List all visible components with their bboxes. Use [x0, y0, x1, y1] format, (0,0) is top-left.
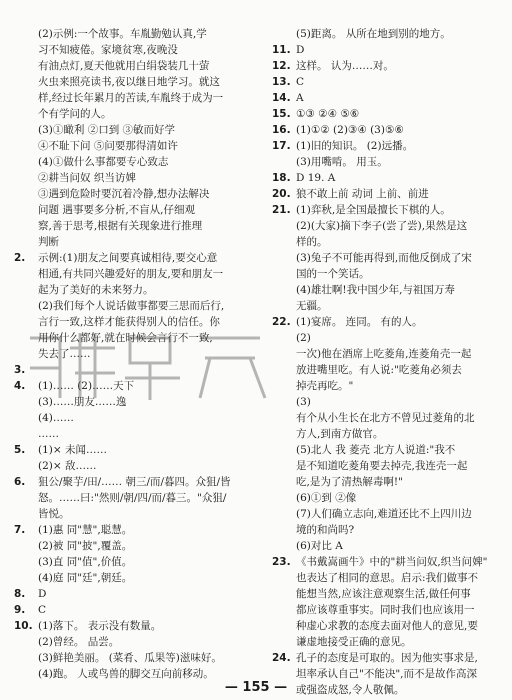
answer-line [14, 490, 252, 506]
answer-text: 用你什么都好,就在时候会言行不一致, [38, 332, 213, 344]
answer-line [272, 314, 504, 330]
question-number: 7. [14, 524, 26, 536]
answer-text: 一次)他在酒席上吃菱角,连菱角壳一起 [296, 348, 472, 360]
answer-text: 这样。 认为……对。 [296, 60, 394, 72]
answer-line [14, 522, 252, 538]
answer-text: 谦虚地接受正确的意见。 [296, 636, 412, 648]
question-number: 23. [272, 556, 291, 568]
answer-line [272, 58, 504, 74]
page-number: — 155 — [224, 680, 288, 695]
answer-line [272, 522, 504, 538]
answer-line [272, 218, 504, 234]
answer-text: (1)惠 同"慧",聪慧。 [38, 524, 133, 536]
answer-line [14, 458, 252, 474]
answer-text: 怒。……曰:"然则/朝/四/而/暮三。"众狙/ [38, 492, 227, 504]
answer-text: ③遇到危险时要沉着冷静,想办法解决 [38, 188, 210, 200]
answer-line [14, 394, 252, 410]
question-number: 10. [14, 620, 33, 632]
question-number: 18. [272, 172, 291, 184]
answer-text: (2)曾经。 品尝。 [38, 636, 120, 648]
answer-text: ②耕当问奴 织当访婢 [38, 172, 136, 184]
answer-text: 是不知道吃菱角要去掉壳,我连壳一起 [296, 460, 468, 472]
answer-text: (4)①做什么事都要专心致志 [38, 156, 169, 168]
answer-line [14, 218, 252, 234]
answer-text: 个有学问的人。 [38, 108, 112, 120]
answer-text: 或强盗成怒,令人敬佩。 [296, 684, 405, 696]
answer-line [14, 90, 252, 106]
question-number: 6. [14, 476, 26, 488]
answer-text: 能想当然,应该注意观察生活,做任何事 [296, 588, 471, 600]
answer-text: (4)庭 同"廷",朝廷。 [38, 572, 133, 584]
answer-text: D [296, 44, 305, 56]
left-answer-column [14, 26, 252, 682]
answer-text: (1)①② (2)③④ (3)⑤⑥ [296, 124, 404, 136]
answer-line [272, 586, 504, 602]
answer-line [272, 170, 504, 186]
answer-text: 察,善于思考,根据有关现象进行推理 [38, 220, 203, 232]
question-number: 8. [14, 588, 26, 600]
answer-line [272, 650, 504, 666]
answer-line [14, 74, 252, 90]
answer-line [14, 602, 252, 618]
answer-line [272, 186, 504, 202]
answer-text: (2) [296, 332, 311, 344]
answer-line [272, 330, 504, 346]
answer-line [14, 538, 252, 554]
answer-line [14, 26, 252, 42]
question-number: 16. [272, 124, 291, 136]
answer-line [14, 170, 252, 186]
answer-line [272, 602, 504, 618]
answer-line [272, 26, 504, 42]
answer-line [14, 506, 252, 522]
answer-line [272, 90, 504, 106]
answer-text: 掉壳再吃。" [296, 380, 354, 392]
question-number: 9. [14, 604, 26, 616]
answer-line [14, 634, 252, 650]
answer-line [14, 618, 252, 634]
answer-line [14, 474, 252, 490]
answer-text: (3)直 同"值",价值。 [38, 556, 133, 568]
answer-text: 样,经过长年累月的苦读,车胤终于成为一 [38, 92, 224, 104]
answer-text: 也表达了相同的意思。启示:我们做事不 [296, 572, 479, 584]
answer-line [272, 282, 504, 298]
answer-text: …… [38, 428, 59, 440]
answer-text: (1)弈秋,是全国最擅长下棋的人。 [296, 204, 451, 216]
question-number: 2. [14, 252, 26, 264]
answer-text: (6)①到 ②像 [296, 492, 357, 504]
answer-text: (1)宴席。 连同。 有的人。 [296, 316, 423, 328]
answer-text: C [296, 76, 305, 88]
answer-line [272, 634, 504, 650]
answer-line [272, 442, 504, 458]
answer-text: (3) [296, 396, 311, 408]
answer-text: 问题 遇事要多分析,不盲从,仔细观 [38, 204, 196, 216]
answer-text: 方人,到南方做官。 [296, 428, 384, 440]
answer-line [14, 426, 252, 442]
answer-line [272, 506, 504, 522]
answer-text: (5)北人 我 菱壳 北方人说道:"我不 [296, 444, 456, 456]
answer-text: 狙公/聚芋/田/…… 朝三/而/暮四。众狙/皆 [38, 476, 231, 488]
answer-text: (4)跑。 人或鸟兽的脚交互向前移动。 [38, 668, 214, 680]
answer-text: 相通,有共同兴趣爱好的朋友,要和朋友一 [38, 268, 224, 280]
answer-text: 有个从小生长在北方不曾见过菱角的北 [296, 412, 475, 424]
answer-text: 起为了美好的未来努力。 [38, 284, 154, 296]
question-number: 4. [14, 380, 26, 392]
answer-line [272, 266, 504, 282]
answer-text: 种虚心求教的态度去面对他人的意见,要 [296, 620, 478, 632]
answer-line [272, 474, 504, 490]
answer-line [272, 138, 504, 154]
answer-text: 都应该尊重事实。同时我们也应该用一 [296, 604, 475, 616]
question-number: 24. [272, 652, 291, 664]
answer-line [272, 346, 504, 362]
answer-line [14, 586, 252, 602]
answer-text: 言行一致,这样才能获得别人的信任。你 [38, 316, 220, 328]
answer-line [14, 122, 252, 138]
answer-line [272, 410, 504, 426]
question-number: 14. [272, 92, 291, 104]
question-number: 21. [272, 204, 291, 216]
question-number: 12. [272, 60, 291, 72]
answer-line [14, 282, 252, 298]
answer-line [14, 298, 252, 314]
answer-text: 国的一个笑话。 [296, 268, 370, 280]
answer-text: (1)落下。 表示没有数量。 [38, 620, 162, 632]
answer-line [272, 458, 504, 474]
answer-text: 习不知疲倦。家境贫寒,夜晚没 [38, 44, 178, 56]
answer-text: (2)我们每个人说话做事都要三思而后行, [38, 300, 225, 312]
answer-text: 皆悦。 [38, 508, 70, 520]
answer-text: (3)……朋友……逸 [38, 396, 127, 408]
answer-text: (6)对比 A [296, 540, 343, 552]
answer-line [272, 426, 504, 442]
answer-text: (3)鲜艳美丽。 (菜肴、瓜果等)滋味好。 [38, 652, 222, 664]
answer-text: 无疆。 [296, 300, 328, 312]
answer-text: (3)用嘴啃。 用玉。 [296, 156, 388, 168]
answer-text: 有油点灯,夏天他就用白绢袋装几十萤 [38, 60, 210, 72]
answer-line [14, 378, 252, 394]
answer-text: (2)示例:一个故事。车胤勤勉认真,学 [38, 28, 207, 40]
answer-text: 示例:(1)朋友之间要真诚相待,要交心意 [38, 252, 218, 264]
answer-line [14, 250, 252, 266]
answer-line [272, 122, 504, 138]
answer-text: 坦率承认自己"不能决",而不是故作高深 [296, 668, 477, 680]
answer-text: 《书戴嵩画牛》中的"耕当问奴,织当问婢" [296, 556, 488, 568]
answer-text: (2)(大家)摘下李子(尝了尝),果然是这 [296, 220, 468, 232]
answer-text: (7)人们确立志向,难道还比不上四川边 [296, 508, 472, 520]
answer-text: 孔子的态度是可取的。因为他实事求是, [296, 652, 478, 664]
answer-text: 火虫来照亮读书,夜以继日地学习。就这 [38, 76, 220, 88]
answer-line [272, 378, 504, 394]
answer-line [272, 74, 504, 90]
question-number: 20. [272, 188, 291, 200]
answer-text: 放进嘴里吃。有人说:"吃菱角必须去 [296, 364, 462, 376]
answer-line [14, 650, 252, 666]
answer-line [272, 362, 504, 378]
answer-line [14, 362, 252, 378]
answer-text: C [38, 604, 47, 616]
question-number: 5. [14, 444, 26, 456]
answer-line [272, 234, 504, 250]
question-number: 15. [272, 108, 291, 120]
answer-line [272, 490, 504, 506]
answer-text: ④不耻下问 ⑤问要那得清如许 [38, 140, 178, 152]
answer-line [272, 42, 504, 58]
answer-line [14, 410, 252, 426]
answer-text: (2)被 同"披",覆盖。 [38, 540, 133, 552]
answer-line [272, 618, 504, 634]
answer-text: 狼不敢上前 动词 上前、前进 [296, 188, 429, 200]
answer-text: ①③ ②④ ⑤⑥ [296, 108, 360, 120]
answer-line [14, 138, 252, 154]
answer-text: 判断 [38, 236, 59, 248]
answer-line [272, 538, 504, 554]
answer-text: A [296, 92, 304, 104]
answer-line [14, 202, 252, 218]
answer-line [14, 154, 252, 170]
answer-text: 样的。 [296, 236, 328, 248]
question-number: 13. [272, 76, 291, 88]
question-number: 11. [272, 44, 291, 56]
answer-text: (1)…… (2)……天下 [38, 380, 135, 392]
answer-line [14, 554, 252, 570]
answer-line [272, 154, 504, 170]
answer-text: D 19. A [296, 172, 336, 184]
answer-line [14, 234, 252, 250]
right-answer-column [272, 26, 504, 698]
answer-line [14, 346, 252, 362]
answer-line [272, 250, 504, 266]
answer-line [272, 394, 504, 410]
answer-text: 失去了…… [38, 348, 91, 360]
answer-text: 吃,是为了清热解毒啊!" [296, 476, 403, 488]
answer-text: (1)× 未闻…… [38, 444, 108, 456]
answer-line [14, 570, 252, 586]
answer-line [14, 58, 252, 74]
answer-line [14, 330, 252, 346]
answer-line [14, 106, 252, 122]
answer-text: (3)兔子不可能再得到,而他反倒成了宋 [296, 252, 472, 264]
answer-line [272, 554, 504, 570]
answer-text: D [38, 588, 47, 600]
answer-line [14, 42, 252, 58]
answer-line [14, 186, 252, 202]
answer-text: (2)× 敌…… [38, 460, 97, 472]
answer-line [272, 570, 504, 586]
question-number: 22. [272, 316, 291, 328]
answer-text: (1)旧的知识。 (2)远播。 [296, 140, 414, 152]
answer-line [14, 314, 252, 330]
answer-line [272, 298, 504, 314]
answer-text: (5)距离。 从所在地到别的地方。 [296, 28, 451, 40]
answer-text: (4)雄壮啊!我中国少年,与祖国万寿 [296, 284, 455, 296]
question-number: 17. [272, 140, 291, 152]
answer-line [14, 266, 252, 282]
answer-text: (4)…… [38, 412, 74, 424]
answer-line [272, 106, 504, 122]
question-number: 3. [14, 364, 26, 376]
answer-text: (3)①瞰利 ②口到 ③敏而好学 [38, 124, 176, 136]
answer-line [14, 442, 252, 458]
answer-text: 境的和尚吗? [296, 524, 355, 536]
answer-line [272, 202, 504, 218]
